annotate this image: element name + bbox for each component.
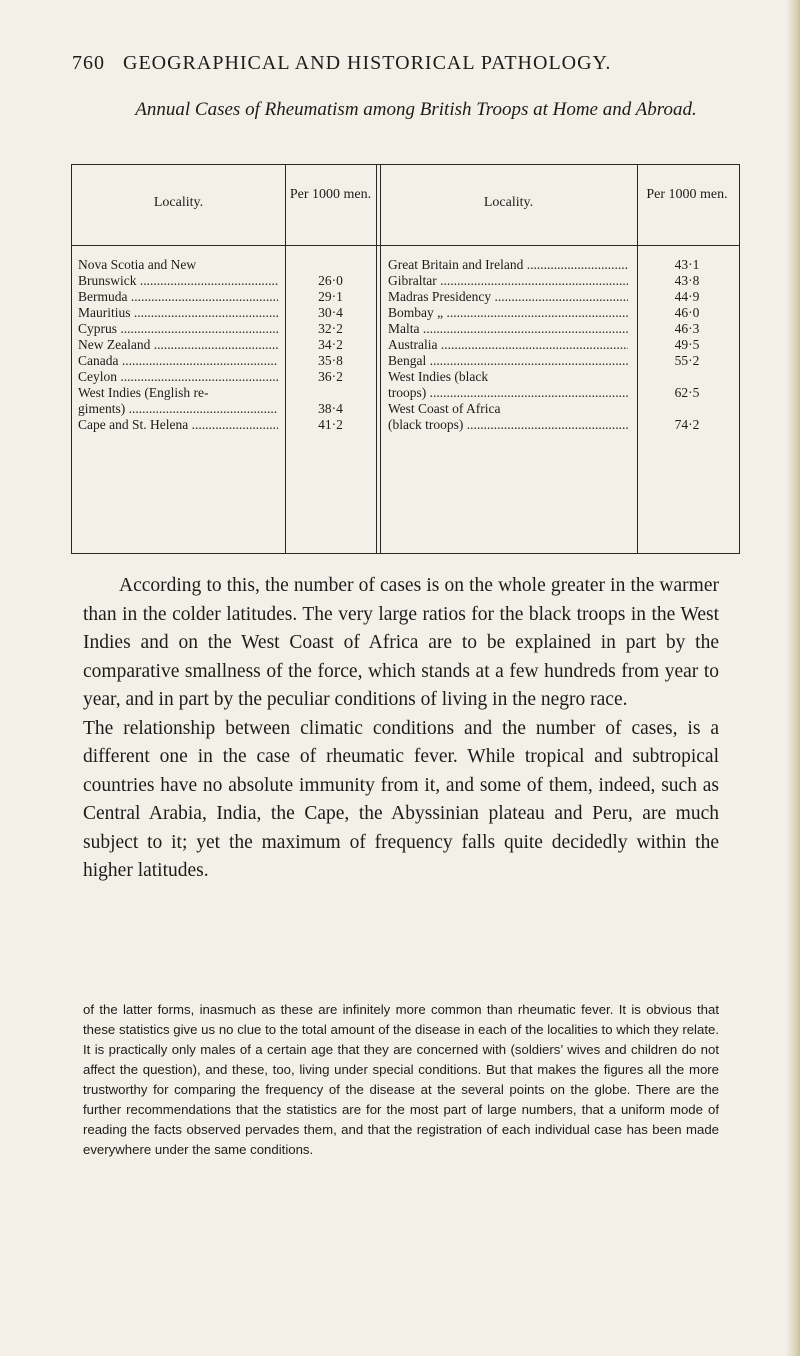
right-row-6-value: 49·5	[674, 337, 700, 352]
right-row-5-value: 46·3	[674, 321, 700, 336]
left-row-5-value: 34·2	[318, 337, 343, 352]
page-number: 760	[72, 52, 105, 74]
left-row-6-locality: Canada .....	[78, 353, 278, 369]
right-row-1-value: 43·1	[674, 257, 700, 272]
right-row-8-locality: troops) .....	[388, 385, 628, 401]
left-row-9-value: 41·2	[318, 417, 343, 432]
left-row-2-locality: Bermuda .....	[78, 289, 278, 305]
right-row-4-locality: Bombay „ .....	[388, 305, 628, 321]
right-row-5-locality: Malta .....	[388, 321, 628, 337]
right-row-6-locality: Australia .....	[388, 337, 628, 353]
body-text	[83, 572, 719, 886]
left-row-3-locality: Mauritius .....	[78, 305, 278, 321]
footnote: of the latter forms, inasmuch as these are infinitely more common than rheumatic fever. It is obvious that these statistics give us no clue to the total amount of the disease in each of the localities to which they relate. It is practically only males of a certain age that they are concerned with (soldiers’ wives and children do not affect the question), and these, too, living under special conditions. But that makes the figures all the more trustworthy for comparing the frequency of the disease at the several points on the globe. There are the further recommendations that the statistics are for the most part of large numbers, that a uniform mode of reading the facts observed pervades them, and that the registration of each individual case has been made everywhere under the same conditions.	[83, 1002, 719, 1157]
page-edge	[786, 0, 800, 1356]
right-row-4-value: 46·0	[674, 305, 700, 320]
left-row-7-value: 36·2	[318, 369, 343, 384]
left-row-5-locality: New Zealand .....	[78, 337, 278, 353]
left-row-1-value: 26·0	[318, 273, 343, 288]
right-row-1-locality: Great Britain and Ireland .....	[388, 257, 628, 273]
right-row-9-locality-line1: West Coast of Africa	[388, 401, 501, 416]
header-per-1000-left: Per 1000 men.	[289, 187, 372, 202]
rheumatism-table	[71, 164, 740, 554]
body-paragraph-1: According to this, the number of cases is on the whole greater in the warmer than in the colder latitudes. The very large ratios for the black troops in the West Indies and on the West Coast of Africa are to be explained in part by the comparative smallness of the force, which stands at a few hundreds from year to year, and in part by the peculiar conditions of living in the negro race.	[83, 575, 719, 710]
body-paragraph-2: The relationship between climatic conditions and the number of cases, is a different one in the case of rheumatic fever. While tropical and subtropical countries have no absolute immunity from it, and some of them, indeed, such as Central Arabia, India, the Cape, the Abyssinian plateau and Peru, are much subject to it; yet the maximum of frequency falls quite decidedly within the higher latitudes.	[83, 717, 719, 881]
left-row-1-locality-line1: Nova Scotia and New	[78, 257, 197, 272]
right-row-7-locality: Bengal .....	[388, 353, 628, 369]
left-row-7-locality: Ceylon .....	[78, 369, 278, 385]
table-title: Annual Cases of Rheumatism among British Troops at Home and Abroad.	[135, 99, 697, 120]
right-row-3-value: 44·9	[674, 289, 700, 304]
right-row-8-locality-line1: West Indies (black	[388, 369, 489, 384]
right-row-8-value: 62·5	[674, 385, 700, 400]
left-row-9-locality: Cape and St. Helena .....	[78, 417, 278, 433]
left-row-3-value: 30·4	[318, 305, 343, 320]
header-locality-right: Locality.	[483, 195, 534, 210]
left-row-1-locality: Brunswick .....	[78, 273, 278, 289]
right-row-3-locality: Madras Presidency .....	[388, 289, 628, 305]
running-head-title: GEOGRAPHICAL AND HISTORICAL PATHOLOGY.	[123, 52, 612, 74]
right-row-9-value: 74·2	[674, 417, 700, 432]
header-locality-left: Locality.	[153, 195, 204, 210]
right-row-9-locality: (black troops) .....	[388, 417, 628, 433]
right-row-2-locality: Gibraltar .....	[388, 273, 628, 289]
left-row-6-value: 35·8	[318, 353, 343, 368]
right-row-2-value: 43·8	[674, 273, 700, 288]
right-row-7-value: 55·2	[674, 353, 700, 368]
left-row-8-locality-line1: West Indies (English re-	[78, 385, 209, 400]
running-head	[72, 52, 712, 75]
header-per-1000-right: Per 1000 men.	[646, 187, 728, 202]
left-row-4-value: 32·2	[318, 321, 343, 336]
left-row-2-value: 29·1	[318, 289, 343, 304]
left-row-8-locality: giments) .....	[78, 401, 278, 417]
left-row-8-value: 38·4	[318, 401, 343, 416]
left-row-4-locality: Cyprus .....	[78, 321, 278, 337]
